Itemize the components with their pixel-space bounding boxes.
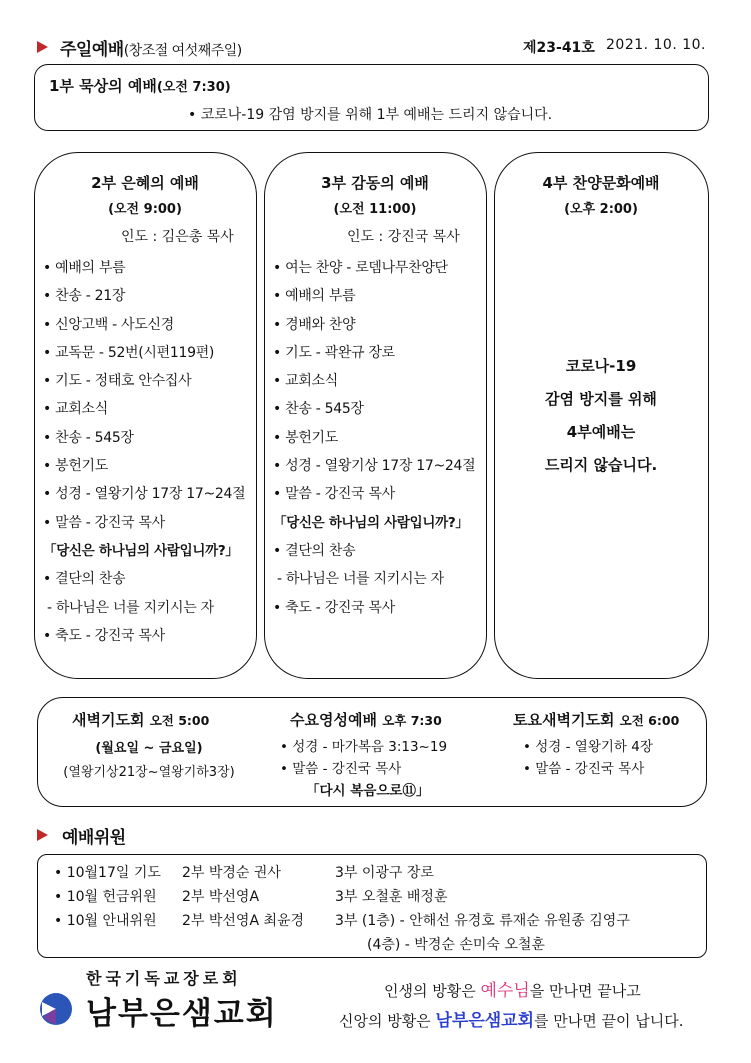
motto-text: 신앙의 방황은 — [339, 1012, 436, 1030]
saturday-scripture: • 성경 - 열왕기하 4장 — [523, 739, 653, 755]
motto-text: 를 만나면 끝이 납니다. — [534, 1012, 684, 1030]
wednesday-sermon-speaker: • 말씀 - 강진국 목사 — [280, 761, 402, 777]
list-item: • 찬송 - 21장 — [43, 288, 126, 305]
issue-date: 2021. 10. 10. — [606, 37, 707, 53]
service3-order-list — [273, 254, 475, 622]
service4-notice-line: 드리지 않습니다. — [544, 456, 658, 474]
church-highlight: 남부은샘교회 — [435, 1011, 535, 1031]
list-item: • 기도 - 정태호 안수집사 — [43, 373, 192, 390]
sermon-title: 「당신은 하나님의 사람입니까?」 — [273, 514, 469, 531]
issue-number: 제23-41호 — [523, 40, 595, 56]
list-item: - 하나님은 너를 지키시는 자 — [277, 571, 444, 588]
committee-row-label: • 10월 안내위원 — [54, 913, 157, 929]
list-item: • 경배와 찬양 — [273, 316, 356, 333]
wednesday-scripture: • 성경 - 마가복음 3:13~19 — [280, 739, 448, 755]
list-item: • 말씀 - 강진국 목사 — [43, 514, 165, 531]
list-item: • 신앙고백 - 사도신경 — [43, 316, 174, 333]
list-item: • 찬송 - 545장 — [273, 401, 364, 418]
committee-row-part2: 2부 박경순 권사 — [182, 865, 281, 881]
list-item: • 축도 - 강진국 목사 — [43, 627, 165, 644]
committee-row-label: • 10월17일 기도 — [54, 865, 161, 881]
committee-row-part3: 3부 (1층) - 안해선 유경호 류재순 유원종 김영구 — [335, 913, 630, 929]
motto-line-2 — [339, 1006, 684, 1031]
list-item: • 결단의 찬송 — [273, 542, 356, 559]
service1-time: (오전 7:30) — [156, 80, 231, 95]
service3-box — [264, 152, 487, 679]
list-item: • 교독문 - 52번(시편119편) — [43, 344, 215, 361]
committee-row-label: • 10월 헌금위원 — [54, 889, 157, 905]
church-name: 남부은샘교회 — [86, 996, 278, 1032]
motto-text: 인생의 방황은 — [384, 982, 481, 1000]
motto-text: 을 만나면 끝나고 — [529, 982, 641, 1000]
service4-box — [494, 152, 709, 679]
sermon-title: 「당신은 하나님의 사람입니까?」 — [43, 542, 239, 559]
service3-title: 3부 감동의 예배 — [321, 174, 429, 192]
dawn-prayer-days: (월요일 ~ 금요일) — [95, 741, 203, 756]
dawn-prayer-title: 새벽기도회 — [72, 711, 145, 729]
saturday-prayer-title: 토요새벽기도회 — [513, 711, 615, 729]
service2-title: 2부 은혜의 예배 — [91, 174, 199, 192]
service1-title: 1부 묵상의 예배 — [49, 77, 157, 95]
list-item: - 하나님은 너를 지키시는 자 — [47, 599, 214, 616]
weekday-services-box — [37, 697, 707, 807]
wednesday-sermon-title: 「다시 복음으로⑪」 — [306, 783, 430, 799]
committee-extra: (4층) - 박경순 손미숙 오철훈 — [367, 937, 545, 953]
service4-notice — [495, 350, 707, 482]
list-item: • 교회소식 — [43, 401, 109, 418]
service2-box — [34, 152, 257, 679]
service4-notice-line: 4부예배는 — [566, 423, 636, 441]
dawn-prayer-time: 오전 5:00 — [149, 713, 210, 728]
committee-row-part2: 2부 박선영A 최윤경 — [182, 913, 305, 929]
list-item: • 여는 찬양 - 로뎀나무찬양단 — [273, 260, 448, 276]
list-item: • 찬송 - 545장 — [43, 429, 134, 446]
bullet-triangle-icon — [37, 41, 48, 53]
service1-box — [34, 64, 709, 131]
committee-row-part3: 3부 오철훈 배정훈 — [335, 889, 448, 905]
list-item: • 교회소식 — [273, 373, 339, 390]
page-title — [60, 35, 242, 60]
service2-order-list — [43, 254, 245, 650]
list-item: • 축도 - 강진국 목사 — [273, 599, 395, 616]
jesus-highlight: 예수님 — [480, 981, 530, 1001]
service4-notice-line: 코로나-19 — [565, 357, 637, 375]
service1-notice: • 코로나-19 감염 방지를 위해 1부 예배는 드리지 않습니다. — [188, 107, 553, 123]
committee-box — [37, 854, 707, 958]
bullet-triangle-icon — [37, 829, 48, 841]
denomination-name: 한국기독교장로회 — [86, 969, 242, 988]
list-item: • 봉헌기도 — [43, 458, 109, 475]
dawn-prayer-text: (열왕기상21장~열왕기하3장) — [63, 765, 235, 780]
committee-row-part2: 2부 박선영A — [182, 889, 260, 905]
list-item: • 예배의 부름 — [273, 288, 356, 305]
service4-title: 4부 찬양문화예배 — [542, 174, 660, 192]
church-logo-icon — [39, 992, 73, 1026]
saturday-prayer-heading — [513, 709, 679, 730]
list-item: • 기도 - 곽완규 장로 — [273, 344, 395, 361]
list-item: • 결단의 찬송 — [43, 571, 126, 588]
service3-leader: 인도 : 강진국 목사 — [347, 229, 460, 245]
committee-row-part3: 3부 이광구 장로 — [335, 865, 434, 881]
service3-time: (오전 11:00) — [333, 202, 417, 217]
saturday-sermon-speaker: • 말씀 - 강진국 목사 — [523, 761, 645, 777]
list-item: • 성경 - 열왕기상 17장 17~24절 — [43, 486, 246, 503]
committee-title: 예배위원 — [62, 828, 126, 848]
page-subtitle: (창조절 여섯째주일) — [123, 43, 242, 59]
motto-line-1 — [384, 976, 641, 1001]
list-item: • 성경 - 열왕기상 17장 17~24절 — [273, 458, 476, 475]
list-item: • 말씀 - 강진국 목사 — [273, 486, 395, 503]
service4-notice-line: 감염 방지를 위해 — [545, 390, 657, 408]
list-item: • 봉헌기도 — [273, 429, 339, 446]
page-title-main: 주일예배 — [60, 40, 124, 60]
service2-time: (오전 9:00) — [108, 202, 182, 217]
service4-time: (오후 2:00) — [564, 202, 638, 217]
service2-leader: 인도 : 김은총 목사 — [121, 229, 234, 245]
wednesday-service-heading — [290, 709, 442, 730]
wednesday-service-title: 수요영성예배 — [290, 711, 377, 729]
dawn-prayer-heading — [72, 709, 209, 730]
saturday-prayer-time: 오전 6:00 — [619, 713, 680, 728]
list-item: • 예배의 부름 — [43, 260, 126, 276]
wednesday-service-time: 오후 7:30 — [382, 713, 442, 728]
service1-heading — [49, 75, 231, 96]
